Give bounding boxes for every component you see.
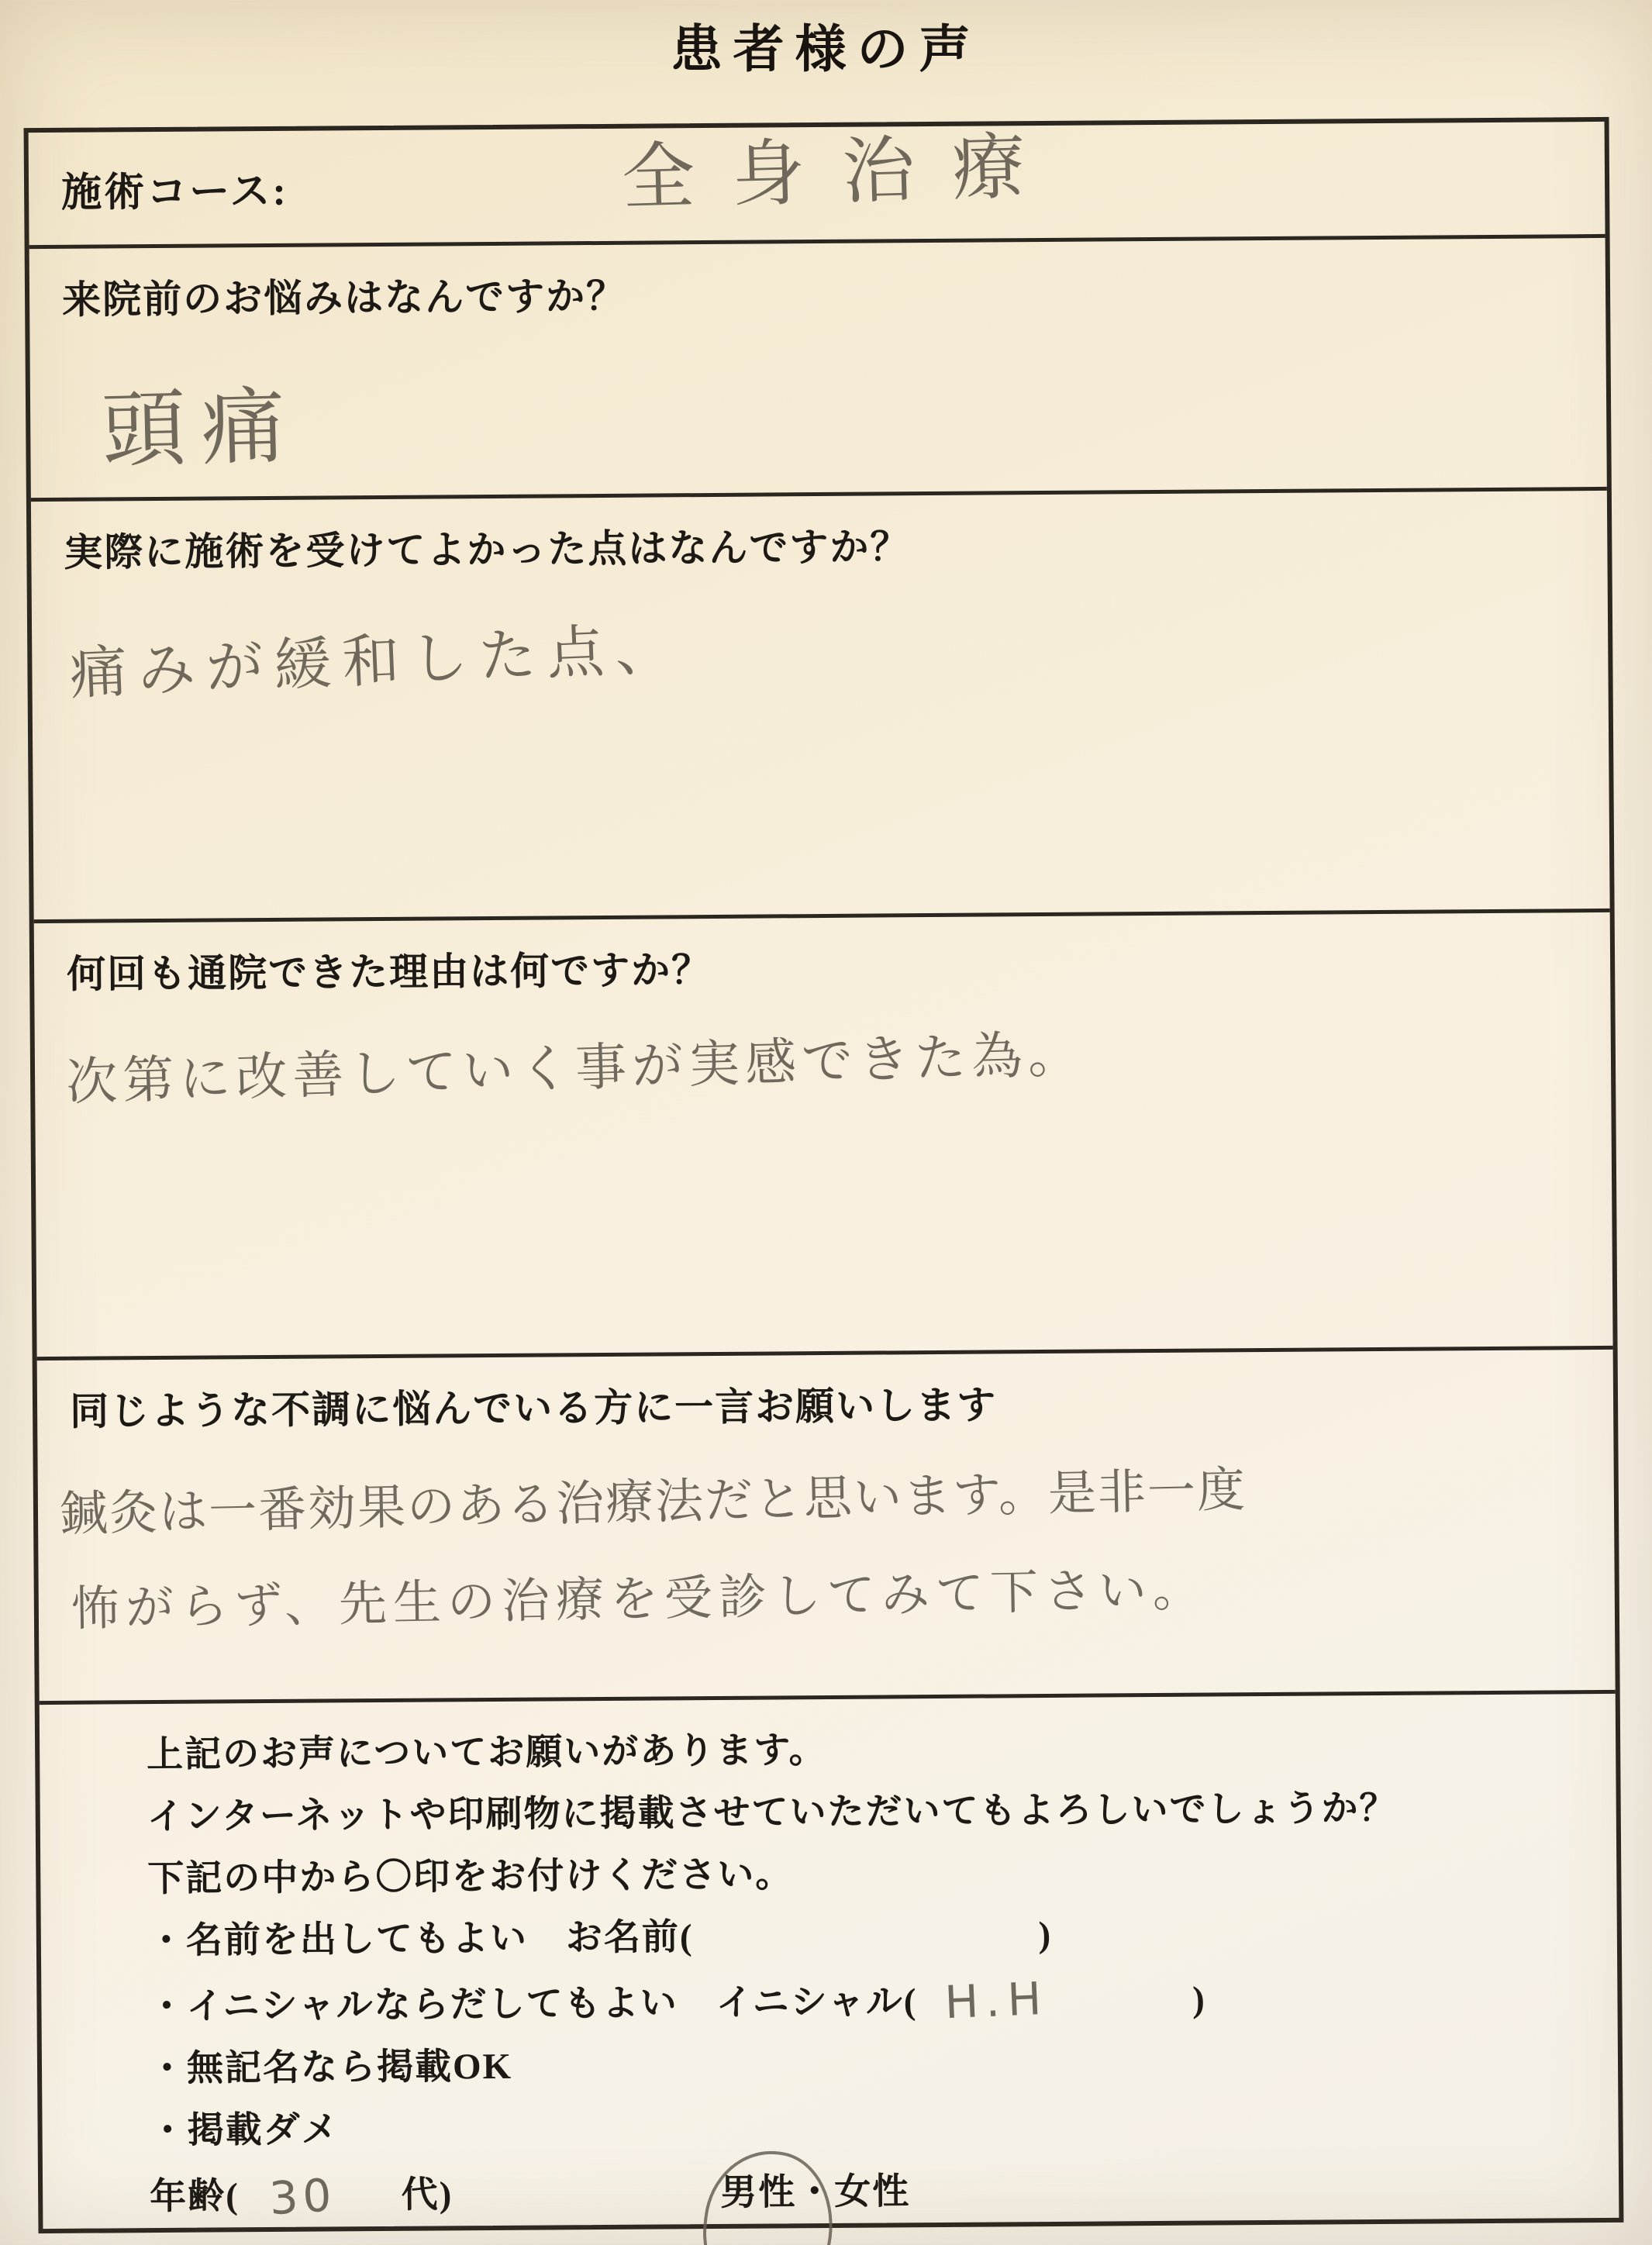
- gender-separator: ・: [796, 2171, 835, 2213]
- course-row: [29, 122, 1605, 249]
- question-row-concern: [29, 238, 1607, 502]
- patient-feedback-form: [24, 117, 1624, 2233]
- concern-answer-handwritten: 頭痛: [100, 378, 302, 480]
- question-row-message: [37, 1350, 1616, 1705]
- message-answer-line2-handwritten: 怖がらず、先生の治療を受診してみて下さい。: [71, 1560, 1208, 1637]
- full-name-option-text: ・名前を出してもよい お名前(: [147, 1917, 694, 1962]
- question-row-repeat-visits: [34, 912, 1613, 1360]
- consent-intro-line: 上記のお声についてお願いがあります。: [147, 1729, 827, 1776]
- full-name-close-paren: ): [1038, 1914, 1053, 1956]
- age-value-handwritten: 30: [267, 2168, 337, 2226]
- initials-value-handwritten: H.H: [943, 1971, 1050, 2029]
- course-label: 施術コース:: [60, 169, 289, 216]
- consent-option-initials: [148, 1962, 1595, 2038]
- repeat-visits-question-text: 何回も通院できた理由は何ですか？: [66, 948, 712, 997]
- message-answer-line1-handwritten: 鍼灸は一番効果のある治療法だと思います。是非一度: [59, 1460, 1247, 1543]
- full-name-blank: [694, 1947, 1039, 1949]
- consent-publish-question-line: インターネットや印刷物に掲載させていただいてもよろしいでしょうか？: [147, 1788, 1398, 1838]
- repeat-visits-answer-handwritten: 次第に改善していく事が実感できた為。: [65, 1024, 1085, 1113]
- gender-male-option: [720, 2161, 797, 2224]
- question-row-good-points: [31, 491, 1610, 923]
- consent-circle-instruction-line: 下記の中から〇印をお付けください。: [147, 1854, 794, 1900]
- age-suffix: 代): [401, 2174, 454, 2216]
- concern-question-text: 来院前のお悩みはなんですか？: [61, 274, 627, 322]
- good-points-answer-handwritten: 痛みが緩和した点、: [68, 615, 685, 708]
- age-label: 年齢(: [149, 2176, 240, 2218]
- good-points-question-text: 実際に施術を受けてよかった点はなんですか？: [64, 525, 911, 575]
- message-question-text: 同じような不調に悩んでいる方に一言お願いします: [69, 1383, 998, 1434]
- consent-option-anonymous: ・無記名なら掲載OK: [148, 2046, 513, 2090]
- initials-close-paren: ): [1192, 1979, 1206, 2020]
- gender-male-label: 男性: [720, 2172, 797, 2213]
- age-gender-line: [150, 2152, 1596, 2228]
- initials-option-text: ・イニシャルならだしてもよい イニシャル(: [148, 1981, 918, 2028]
- gender-options: [720, 2171, 910, 2213]
- page-title: 患者様の声: [671, 22, 981, 78]
- consent-option-full-name: [148, 1900, 1595, 1972]
- course-answer-handwritten: 全身治療: [620, 123, 1064, 221]
- gender-female-label: 女性: [834, 2171, 911, 2212]
- consent-section: [40, 1694, 1619, 2229]
- consent-option-no-publish: ・掲載ダメ: [149, 2109, 340, 2152]
